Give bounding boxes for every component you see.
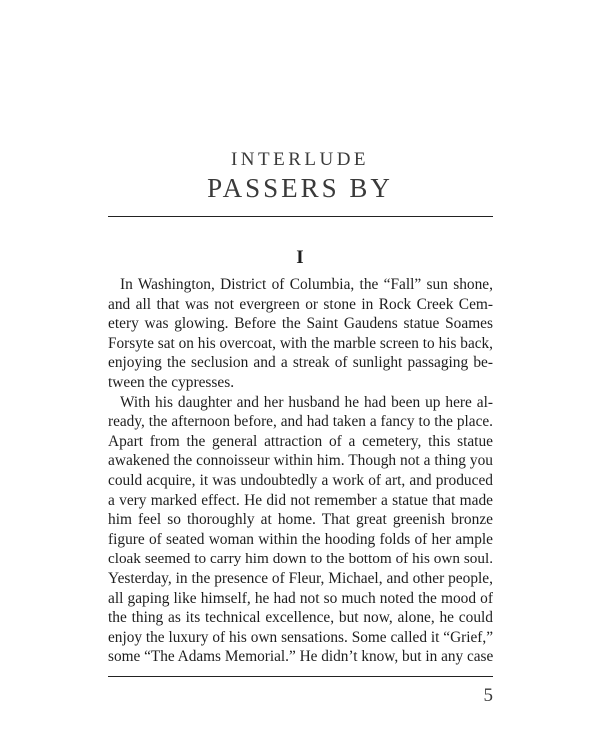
section-numeral: I — [296, 247, 304, 268]
text-line: With his daughter and her husband he had been up here al- — [120, 393, 493, 411]
text-line: all gaping like himself, he had not so much noted the mood of — [108, 589, 493, 607]
text-line: enjoying the seclusion and a streak of sunlight passaging be- — [108, 354, 493, 372]
text-line: the thing as its technical excellence, but now, alone, he could — [108, 609, 493, 627]
page-number: 5 — [483, 685, 493, 706]
text-line: In Washington, District of Columbia, the “Fall” sun shone, — [120, 276, 493, 293]
footer-divider — [108, 676, 493, 677]
header-divider — [108, 216, 493, 217]
text-line: Yesterday, in the presence of Fleur, Michael, and other people, — [108, 569, 493, 587]
text-line: some “The Adams Memorial.” He didn’t know, but in any case — [108, 648, 494, 666]
body-text — [108, 275, 493, 667]
text-line: tween the cypresses. — [108, 373, 235, 391]
text-line: awakened the connoisseur within him. Though not a thing you — [108, 452, 493, 470]
text-line: etery was glowing. Before the Saint Gaudens statue Soames — [108, 315, 493, 333]
text-line: cloak seemed to carry him down to the bottom of his own soul. — [108, 550, 493, 568]
text-line: Apart from the general attraction of a cemetery, this statue — [108, 432, 493, 450]
chapter-title: PASSERS BY — [207, 173, 393, 203]
chapter-label: INTERLUDE — [230, 149, 370, 170]
text-line: Forsyte sat on his overcoat, with the marble screen to his back, — [108, 334, 493, 352]
text-line: a very marked effect. He did not remember a statue that made — [108, 491, 493, 509]
text-line: and all that was not evergreen or stone in Rock Creek Cem- — [108, 295, 493, 313]
text-line: ready, the afternoon before, and had taken a fancy to the place. — [108, 413, 493, 431]
text-line: him feel so thoroughly at home. That great greenish bronze — [108, 511, 493, 529]
text-line: enjoy the luxury of his own sensations. Some called it “Grief,” — [108, 628, 493, 646]
text-line: figure of seated woman within the hooding folds of her ample — [108, 530, 493, 548]
text-line: could acquire, it was undoubtedly a work of art, and produced — [108, 471, 493, 489]
